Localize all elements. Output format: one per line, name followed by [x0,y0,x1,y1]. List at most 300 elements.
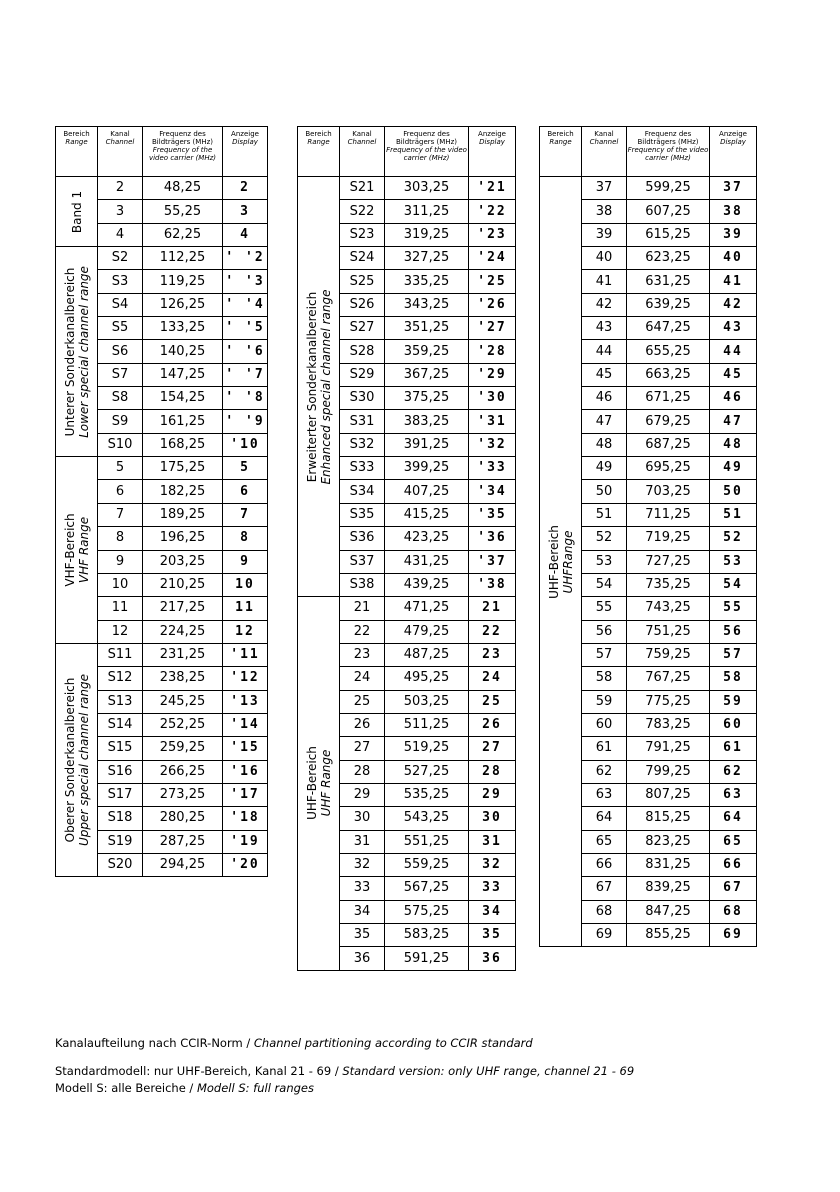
display-cell: ' '4 [223,293,268,316]
channel-cell: 39 [582,223,627,246]
display-cell: 46 [710,387,757,410]
display-cell: '18 [223,807,268,830]
display-cell: 51 [710,503,757,526]
display-cell: '10 [223,433,268,456]
range-label [56,177,98,247]
display-cell: 60 [710,713,757,736]
display-cell: '28 [469,340,516,363]
frequency-cell: 391,25 [385,433,469,456]
channel-cell: 21 [340,597,385,620]
frequency-cell: 479,25 [385,620,469,643]
frequency-cell: 415,25 [385,503,469,526]
display-cell: 9 [223,550,268,573]
channel-cell: 12 [98,620,143,643]
table-header [56,127,268,177]
channel-cell: 64 [582,807,627,830]
channel-table-3 [539,126,757,947]
frequency-cell: 280,25 [143,807,223,830]
channel-cell: 50 [582,480,627,503]
display-cell: 49 [710,457,757,480]
display-cell: '31 [469,410,516,433]
frequency-cell: 359,25 [385,340,469,363]
header-channel: Kanal Channel [98,127,143,177]
footnote-standard-version: Standardmodell: nur UHF-Bereich, Kanal 21 - 69 / Standard version: only UHF range, channel 21 - 69 [55,1064,635,1078]
footnote-ccir: Kanalaufteilung nach CCIR-Norm / Channel partitioning according to CCIR standard [55,1036,533,1050]
channel-cell: 56 [582,620,627,643]
frequency-cell: 583,25 [385,924,469,947]
display-cell: '27 [469,317,516,340]
display-cell: 30 [469,807,516,830]
frequency-cell: 375,25 [385,387,469,410]
range-label [298,597,340,971]
channel-cell: 8 [98,527,143,550]
channel-cell: S7 [98,363,143,386]
channel-cell: 33 [340,877,385,900]
table-header [298,127,516,177]
channel-cell: 49 [582,457,627,480]
display-cell: 45 [710,363,757,386]
display-cell: 42 [710,293,757,316]
frequency-cell: 311,25 [385,200,469,223]
frequency-cell: 367,25 [385,363,469,386]
table-row [540,177,757,200]
header-range: Bereich Range [298,127,340,177]
channel-cell: 9 [98,550,143,573]
header-range: Bereich Range [540,127,582,177]
channel-cell: S11 [98,643,143,666]
frequency-cell: 567,25 [385,877,469,900]
display-cell: 11 [223,597,268,620]
frequency-cell: 238,25 [143,667,223,690]
display-cell: '21 [469,177,516,200]
channel-cell: 46 [582,387,627,410]
frequency-cell: 639,25 [627,293,710,316]
channel-cell: S15 [98,737,143,760]
display-cell: ' '2 [223,247,268,270]
channel-cell: 45 [582,363,627,386]
display-cell: 7 [223,503,268,526]
channel-cell: 36 [340,947,385,970]
channel-cell: 69 [582,924,627,947]
display-cell: '15 [223,737,268,760]
frequency-cell: 231,25 [143,643,223,666]
display-cell: 35 [469,924,516,947]
display-cell: '37 [469,550,516,573]
frequency-cell: 615,25 [627,223,710,246]
frequency-cell: 671,25 [627,387,710,410]
frequency-cell: 735,25 [627,573,710,596]
header-channel: Kanal Channel [582,127,627,177]
frequency-cell: 791,25 [627,737,710,760]
display-cell: 40 [710,247,757,270]
display-cell: 23 [469,643,516,666]
frequency-cell: 168,25 [143,433,223,456]
display-cell: ' '3 [223,270,268,293]
display-cell: ' '6 [223,340,268,363]
display-cell: 44 [710,340,757,363]
frequency-cell: 519,25 [385,737,469,760]
channel-cell: 27 [340,737,385,760]
table-row [298,177,516,200]
channel-cell: 38 [582,200,627,223]
range-label-en: UHF Range [318,750,333,817]
frequency-cell: 543,25 [385,807,469,830]
channel-cell: S20 [98,853,143,876]
channel-cell: 26 [340,713,385,736]
frequency-cell: 294,25 [143,853,223,876]
channel-cell: 60 [582,713,627,736]
table-row [56,177,268,200]
channel-cell: 65 [582,830,627,853]
frequency-cell: 831,25 [627,853,710,876]
display-cell: 34 [469,900,516,923]
channel-cell: S17 [98,783,143,806]
channel-cell: 23 [340,643,385,666]
channel-cell: 29 [340,783,385,806]
channel-cell: S32 [340,433,385,456]
frequency-cell: 119,25 [143,270,223,293]
frequency-cell: 439,25 [385,573,469,596]
channel-cell: 44 [582,340,627,363]
display-cell: 62 [710,760,757,783]
table-body [540,177,757,947]
frequency-cell: 599,25 [627,177,710,200]
channel-cell: 22 [340,620,385,643]
frequency-cell: 623,25 [627,247,710,270]
channel-table-2 [297,126,516,971]
frequency-cell: 647,25 [627,317,710,340]
display-cell: '11 [223,643,268,666]
display-cell: ' '5 [223,317,268,340]
channel-cell: S16 [98,760,143,783]
display-cell: 12 [223,620,268,643]
range-label [540,177,582,947]
channel-cell: S21 [340,177,385,200]
frequency-cell: 259,25 [143,737,223,760]
channel-cell: S27 [340,317,385,340]
channel-cell: S4 [98,293,143,316]
display-cell: 52 [710,527,757,550]
frequency-cell: 527,25 [385,760,469,783]
display-cell: '25 [469,270,516,293]
frequency-cell: 126,25 [143,293,223,316]
frequency-cell: 823,25 [627,830,710,853]
table-body [298,177,516,971]
frequency-cell: 631,25 [627,270,710,293]
display-cell: '38 [469,573,516,596]
frequency-cell: 62,25 [143,223,223,246]
frequency-cell: 551,25 [385,830,469,853]
channel-cell: 42 [582,293,627,316]
frequency-cell: 775,25 [627,690,710,713]
header-frequency: Frequenz des Bildträgers (MHz) Frequency of the video carrier (MHz) [385,127,469,177]
channel-cell: 67 [582,877,627,900]
frequency-cell: 55,25 [143,200,223,223]
range-label [298,177,340,597]
range-label-en: Upper special channel range [76,674,91,847]
frequency-cell: 287,25 [143,830,223,853]
footnote-model-s: Modell S: alle Bereiche / Modell S: full ranges [55,1081,314,1095]
display-cell: 3 [223,200,268,223]
display-cell: 64 [710,807,757,830]
frequency-cell: 663,25 [627,363,710,386]
display-cell: '26 [469,293,516,316]
channel-cell: S35 [340,503,385,526]
frequency-cell: 751,25 [627,620,710,643]
display-cell: '19 [223,830,268,853]
channel-cell: 25 [340,690,385,713]
display-cell: 31 [469,830,516,853]
range-label [56,247,98,457]
display-cell: 43 [710,317,757,340]
header-frequency: Frequenz des Bildträgers (MHz) Frequency of the video carrier (MHz) [627,127,710,177]
range-label-de: Band 1 [69,190,84,233]
frequency-cell: 203,25 [143,550,223,573]
display-cell: 39 [710,223,757,246]
channel-cell: S30 [340,387,385,410]
display-cell: 58 [710,667,757,690]
table-row [56,247,268,270]
display-cell: '16 [223,760,268,783]
frequency-cell: 147,25 [143,363,223,386]
display-cell: 2 [223,177,268,200]
display-cell: 66 [710,853,757,876]
channel-cell: 10 [98,573,143,596]
channel-cell: S29 [340,363,385,386]
channel-cell: S5 [98,317,143,340]
channel-cell: S26 [340,293,385,316]
display-cell: 56 [710,620,757,643]
channel-cell: 7 [98,503,143,526]
display-cell: ' '8 [223,387,268,410]
channel-cell: S8 [98,387,143,410]
frequency-cell: 154,25 [143,387,223,410]
frequency-cell: 575,25 [385,900,469,923]
channel-cell: 4 [98,223,143,246]
frequency-cell: 327,25 [385,247,469,270]
frequency-cell: 252,25 [143,713,223,736]
display-cell: '33 [469,457,516,480]
channel-cell: S18 [98,807,143,830]
channel-cell: 35 [340,924,385,947]
channel-cell: S10 [98,433,143,456]
frequency-cell: 112,25 [143,247,223,270]
channel-cell: 59 [582,690,627,713]
display-cell: '34 [469,480,516,503]
range-label [56,457,98,644]
table-row [298,597,516,620]
frequency-cell: 799,25 [627,760,710,783]
display-cell: 26 [469,713,516,736]
frequency-cell: 743,25 [627,597,710,620]
frequency-cell: 759,25 [627,643,710,666]
frequency-cell: 487,25 [385,643,469,666]
header-display: Anzeige Display [469,127,516,177]
channel-cell: 62 [582,760,627,783]
frequency-cell: 559,25 [385,853,469,876]
channel-cell: 37 [582,177,627,200]
frequency-cell: 407,25 [385,480,469,503]
range-label-de: Oberer Sonderkanalbereich [62,677,77,843]
display-cell: 67 [710,877,757,900]
frequency-cell: 687,25 [627,433,710,456]
frequency-cell: 431,25 [385,550,469,573]
channel-cell: 58 [582,667,627,690]
range-label-de: VHF-Bereich [62,513,77,587]
display-cell: 28 [469,760,516,783]
channel-cell: S12 [98,667,143,690]
frequency-cell: 535,25 [385,783,469,806]
range-label-en: Lower special channel range [76,265,91,438]
frequency-cell: 847,25 [627,900,710,923]
channel-cell: 54 [582,573,627,596]
channel-cell: 47 [582,410,627,433]
range-label-en: Enhanced special channel range [318,289,333,485]
display-cell: 8 [223,527,268,550]
header-channel: Kanal Channel [340,127,385,177]
frequency-cell: 471,25 [385,597,469,620]
channel-cell: 32 [340,853,385,876]
display-cell: 54 [710,573,757,596]
frequency-cell: 175,25 [143,457,223,480]
channel-cell: S37 [340,550,385,573]
frequency-cell: 655,25 [627,340,710,363]
channel-cell: S38 [340,573,385,596]
display-cell: 5 [223,457,268,480]
frequency-cell: 245,25 [143,690,223,713]
range-label-de: Unterer Sonderkanalbereich [62,267,77,436]
display-cell: '17 [223,783,268,806]
channel-cell: 61 [582,737,627,760]
channel-cell: 57 [582,643,627,666]
channel-cell: 40 [582,247,627,270]
display-cell: 65 [710,830,757,853]
frequency-cell: 189,25 [143,503,223,526]
display-cell: 27 [469,737,516,760]
display-cell: '23 [469,223,516,246]
channel-cell: 48 [582,433,627,456]
frequency-cell: 503,25 [385,690,469,713]
display-cell: 50 [710,480,757,503]
range-label-de: UHF-Bereich [546,524,561,599]
frequency-cell: 607,25 [627,200,710,223]
channel-cell: S2 [98,247,143,270]
display-cell: 6 [223,480,268,503]
display-cell: 4 [223,223,268,246]
display-cell: 61 [710,737,757,760]
channel-cell: 11 [98,597,143,620]
frequency-cell: 511,25 [385,713,469,736]
display-cell: '13 [223,690,268,713]
channel-cell: S36 [340,527,385,550]
range-label-en: VHF Range [76,516,91,584]
channel-table-1 [55,126,268,877]
display-cell: 68 [710,900,757,923]
frequency-cell: 815,25 [627,807,710,830]
frequency-cell: 140,25 [143,340,223,363]
display-cell: ' '7 [223,363,268,386]
header-range: Bereich Range [56,127,98,177]
channel-cell: 24 [340,667,385,690]
frequency-cell: 343,25 [385,293,469,316]
frequency-cell: 217,25 [143,597,223,620]
channel-cell: S19 [98,830,143,853]
display-cell: '29 [469,363,516,386]
channel-cell: 34 [340,900,385,923]
channel-cell: 52 [582,527,627,550]
display-cell: '35 [469,503,516,526]
frequency-cell: 703,25 [627,480,710,503]
frequency-cell: 133,25 [143,317,223,340]
frequency-cell: 719,25 [627,527,710,550]
display-cell: 47 [710,410,757,433]
display-cell: 63 [710,783,757,806]
display-cell: 69 [710,924,757,947]
channel-cell: 30 [340,807,385,830]
channel-cell: S31 [340,410,385,433]
header-display: Anzeige Display [710,127,757,177]
channel-cell: S14 [98,713,143,736]
frequency-cell: 695,25 [627,457,710,480]
channel-cell: S28 [340,340,385,363]
display-cell: 53 [710,550,757,573]
display-cell: 33 [469,877,516,900]
channel-cell: 53 [582,550,627,573]
frequency-cell: 807,25 [627,783,710,806]
frequency-cell: 679,25 [627,410,710,433]
display-cell: '12 [223,667,268,690]
channel-cell: 3 [98,200,143,223]
channel-cell: 55 [582,597,627,620]
channel-cell: 31 [340,830,385,853]
display-cell: 41 [710,270,757,293]
channel-cell: S9 [98,410,143,433]
display-cell: 22 [469,620,516,643]
channel-cell: S33 [340,457,385,480]
channel-cell: S6 [98,340,143,363]
range-label-de: UHF-Bereich [304,746,319,821]
display-cell: 36 [469,947,516,970]
display-cell: '14 [223,713,268,736]
frequency-cell: 48,25 [143,177,223,200]
channel-cell: 51 [582,503,627,526]
frequency-cell: 727,25 [627,550,710,573]
frequency-cell: 783,25 [627,713,710,736]
display-cell: '30 [469,387,516,410]
frequency-cell: 266,25 [143,760,223,783]
header-frequency: Frequenz des Bildträgers (MHz) Frequency of the video carrier (MHz) [143,127,223,177]
frequency-cell: 182,25 [143,480,223,503]
channel-cell: 41 [582,270,627,293]
display-cell: 29 [469,783,516,806]
channel-cell: 6 [98,480,143,503]
display-cell: 21 [469,597,516,620]
display-cell: '32 [469,433,516,456]
frequency-cell: 210,25 [143,573,223,596]
frequency-cell: 767,25 [627,667,710,690]
channel-cell: 66 [582,853,627,876]
channel-cell: S34 [340,480,385,503]
display-cell: 55 [710,597,757,620]
display-cell: 37 [710,177,757,200]
frequency-cell: 161,25 [143,410,223,433]
frequency-cell: 351,25 [385,317,469,340]
frequency-cell: 224,25 [143,620,223,643]
channel-cell: 28 [340,760,385,783]
frequency-cell: 591,25 [385,947,469,970]
header-display: Anzeige Display [223,127,268,177]
range-label [56,643,98,876]
